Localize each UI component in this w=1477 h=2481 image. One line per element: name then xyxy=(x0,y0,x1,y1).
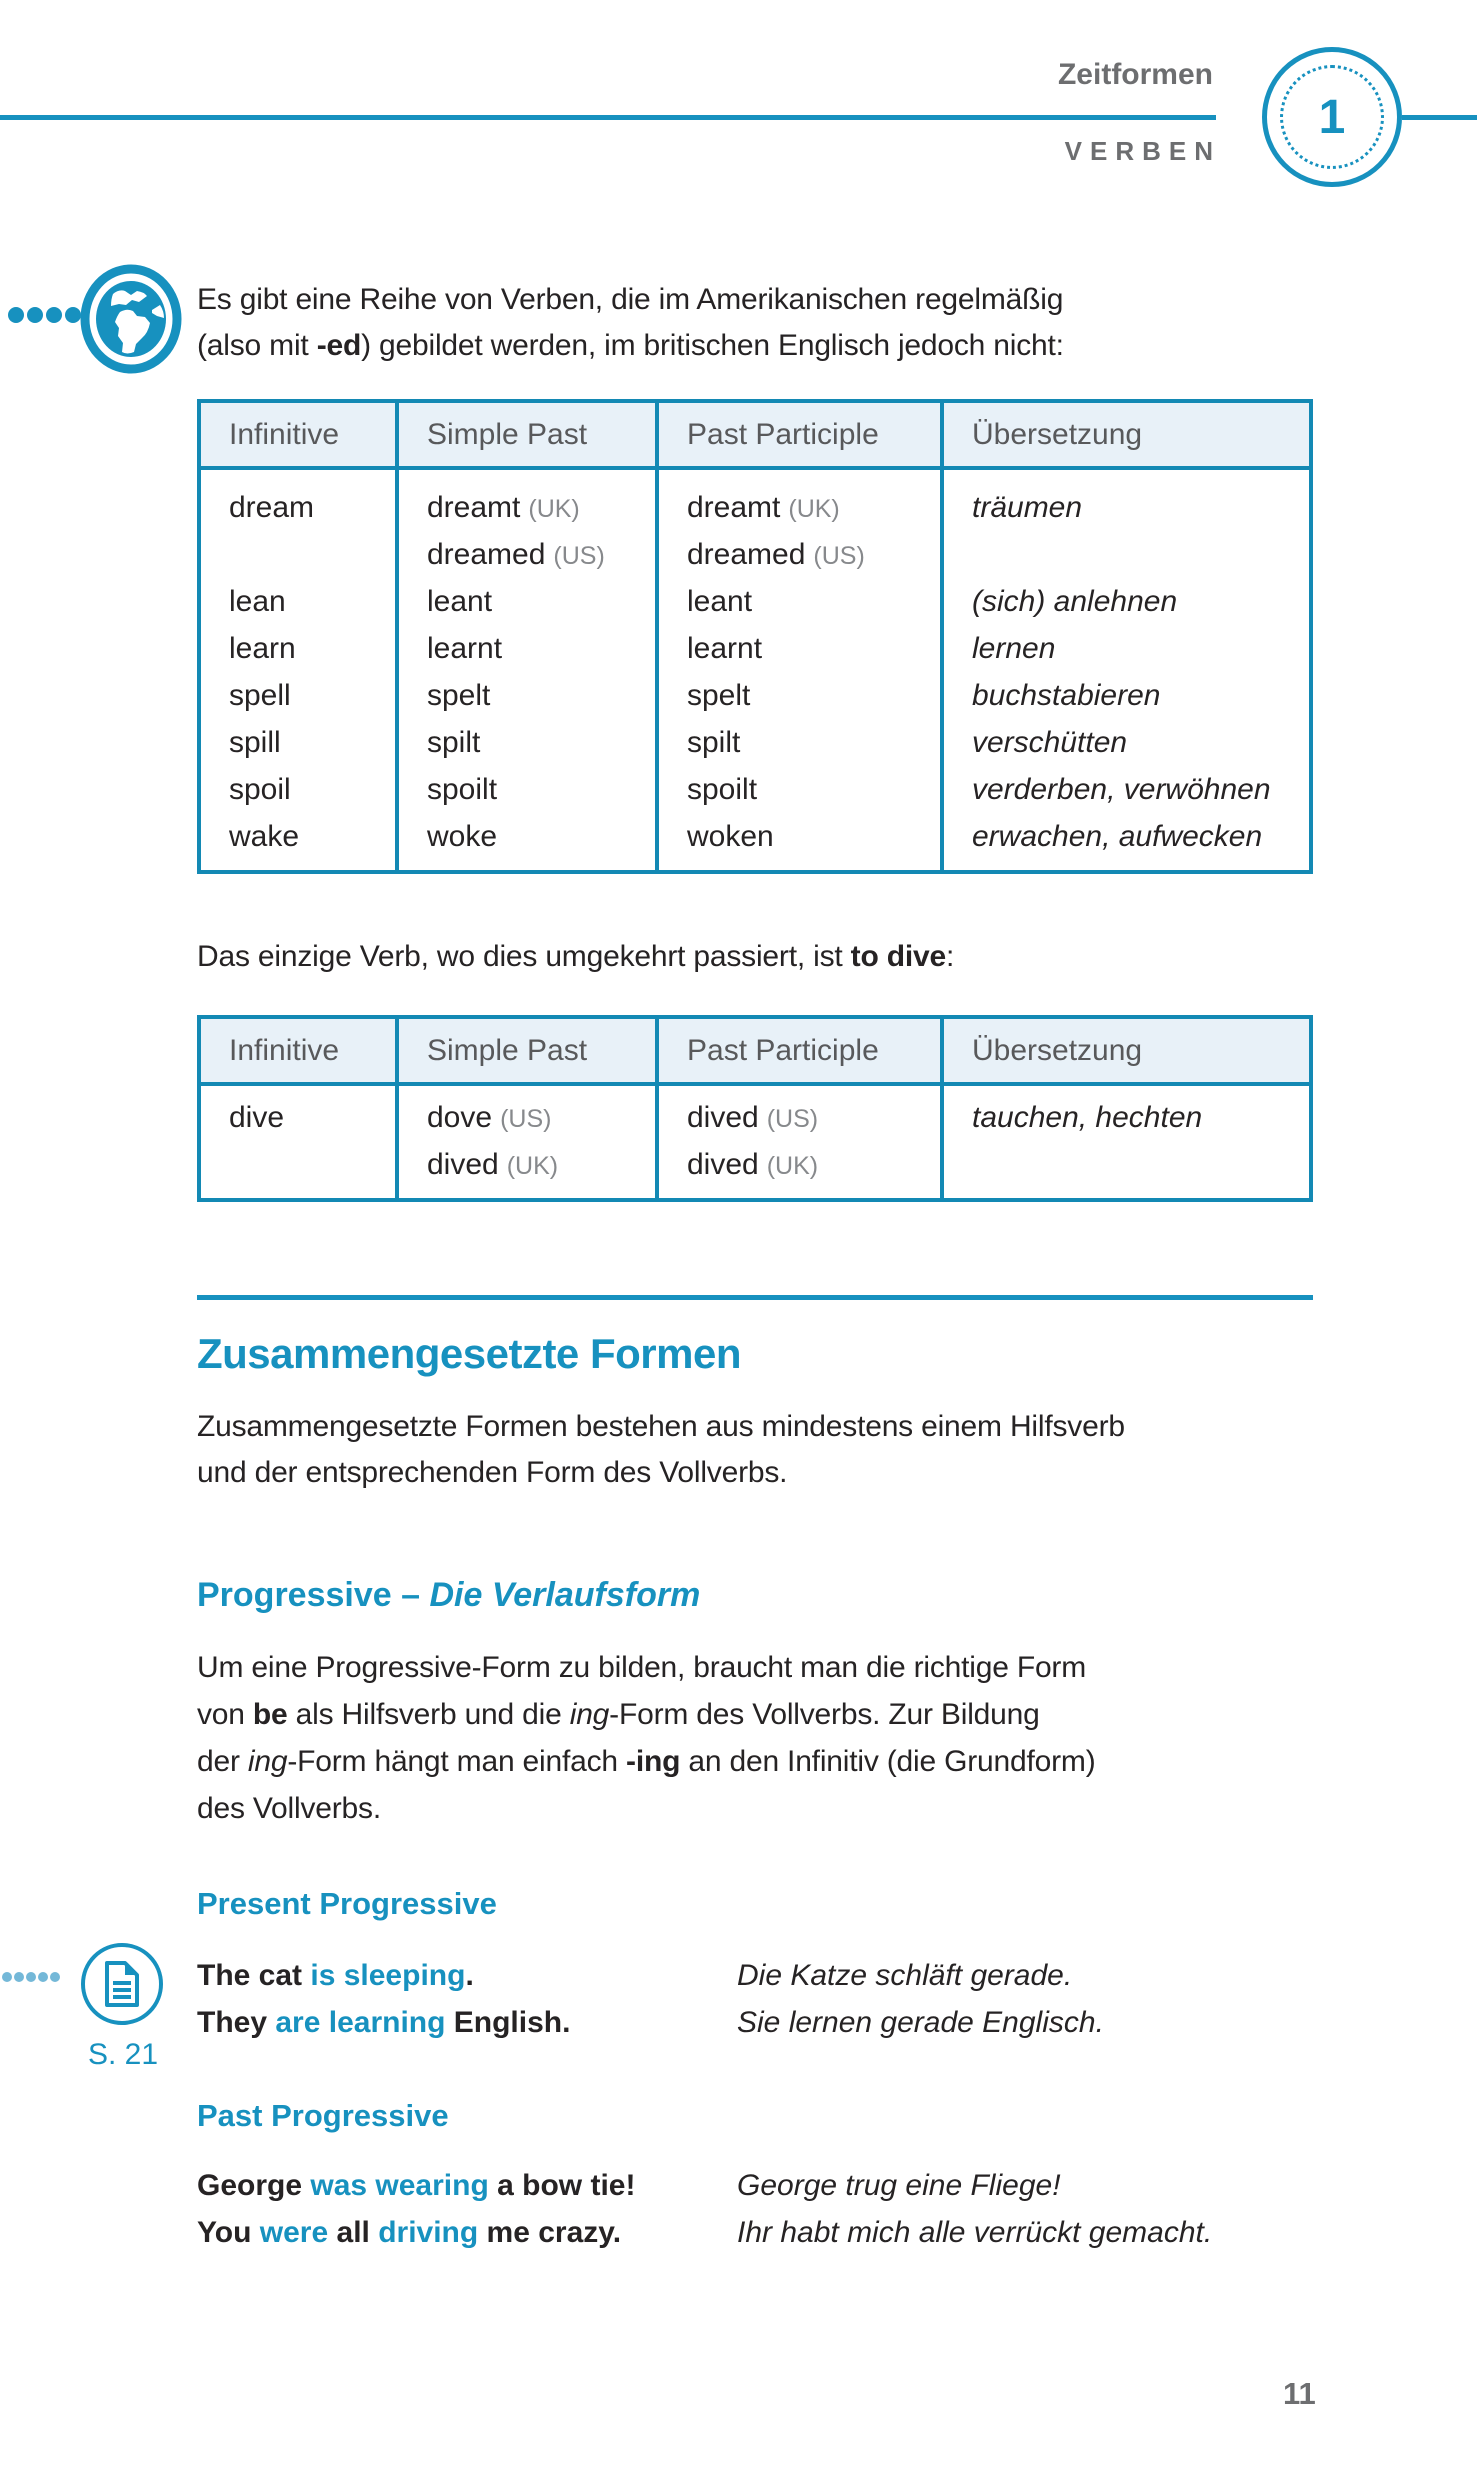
column-header: Simple Past xyxy=(427,417,588,451)
intro-paragraph xyxy=(197,277,1257,369)
text-segment: was wearing xyxy=(310,2169,489,2202)
verb-form: verschütten xyxy=(972,726,1128,759)
text-segment: were xyxy=(259,2216,329,2249)
table-cell xyxy=(399,672,659,719)
text-segment: Um eine Progressive-Form zu bilden, braucht man die richtige Form xyxy=(197,1651,1087,1684)
table-column-divider xyxy=(655,1019,659,1198)
example-line: Sie lernen gerade Englisch. xyxy=(737,2006,1104,2039)
verb-form: dived xyxy=(687,1148,759,1181)
verb-form: dived xyxy=(687,1101,759,1134)
text-segment: be xyxy=(252,1698,288,1731)
verb-form: spill xyxy=(229,726,281,759)
table-cell xyxy=(201,1094,399,1188)
verb-table-uk-us xyxy=(197,399,1313,874)
column-header: Past Participle xyxy=(687,417,879,451)
text-segment: des Vollverbs. xyxy=(197,1792,381,1825)
text-segment: der xyxy=(197,1745,248,1778)
example-line xyxy=(197,1952,570,1999)
table-cell xyxy=(201,672,399,719)
verb-form: spilt xyxy=(687,726,741,759)
column-header: Simple Past xyxy=(427,1033,588,1067)
table-row xyxy=(201,1094,1309,1188)
example-line xyxy=(197,2162,635,2209)
table-cell xyxy=(659,1094,944,1188)
verb-form: spoilt xyxy=(687,773,758,806)
text-segment: -Form des Vollverbs. Zur Bildung xyxy=(609,1698,1040,1731)
progressive-paragraph xyxy=(197,1644,1277,1832)
text-segment: They xyxy=(197,2006,276,2039)
table-cell xyxy=(201,625,399,672)
table-column-divider xyxy=(940,403,944,870)
text-segment: : xyxy=(945,940,955,973)
table-cell xyxy=(944,719,1309,766)
table-cell xyxy=(944,484,1309,578)
verb-form: leant xyxy=(427,585,493,618)
column-header: Übersetzung xyxy=(972,417,1143,451)
verb-form: dream xyxy=(229,491,315,524)
column-header: Infinitive xyxy=(229,417,340,451)
table-cell xyxy=(201,484,399,578)
table-cell xyxy=(399,719,659,766)
variant-tag: (US) xyxy=(766,1105,819,1133)
variant-tag: (UK) xyxy=(528,495,580,523)
table-cell xyxy=(201,766,399,813)
example-english-present xyxy=(197,1952,570,2046)
table-cell xyxy=(659,672,944,719)
example-line xyxy=(197,2209,635,2256)
text-segment: . xyxy=(465,1959,474,1992)
verb-form: erwachen, aufwecken xyxy=(972,820,1263,853)
table-cell xyxy=(201,719,399,766)
text-segment: Es gibt eine Reihe von Verben, die im Amerikanischen regelmäßig xyxy=(197,283,1064,316)
section-paragraph xyxy=(197,1404,1277,1496)
verb-form: tauchen, hechten xyxy=(972,1101,1203,1134)
table-cell xyxy=(944,672,1309,719)
table-cell xyxy=(944,813,1309,860)
text-segment: ing xyxy=(247,1745,288,1778)
text-segment: driving xyxy=(378,2216,479,2249)
verb-form: (sich) anlehnen xyxy=(972,585,1178,618)
table-body xyxy=(201,1086,1309,1194)
table-body xyxy=(201,470,1309,866)
dive-intro-line xyxy=(197,934,1257,980)
table-cell xyxy=(659,625,944,672)
variant-tag: (UK) xyxy=(766,1152,819,1180)
column-header: Übersetzung xyxy=(972,1033,1143,1067)
text-segment: ing xyxy=(569,1698,610,1731)
text-segment: -Form hängt man einfach xyxy=(287,1745,627,1778)
example-english-past xyxy=(197,2162,635,2256)
margin-dots-icon xyxy=(8,307,81,323)
section-label: VERBEN xyxy=(1064,136,1221,166)
text-segment: me crazy. xyxy=(478,2216,622,2249)
page-number: 11 xyxy=(1283,2376,1316,2411)
text-segment: is sleeping xyxy=(310,1959,466,1992)
table-cell xyxy=(659,719,944,766)
text-segment: Das einzige Verb, wo dies umgekehrt passiert, ist xyxy=(197,940,851,973)
table-column-divider xyxy=(395,403,399,870)
table-cell xyxy=(399,625,659,672)
verb-form: lean xyxy=(229,585,286,618)
text-segment: -ed xyxy=(316,329,362,362)
table-cell xyxy=(399,578,659,625)
text-segment: als Hilfsverb und die xyxy=(287,1698,570,1731)
table-header-row xyxy=(201,1019,1309,1086)
heading-present-progressive: Present Progressive xyxy=(197,1886,497,1921)
text-segment: (also mit xyxy=(197,329,317,362)
verb-form: wake xyxy=(229,820,300,853)
text-segment: all xyxy=(328,2216,379,2249)
text-segment: English. xyxy=(445,2006,571,2039)
text-segment: von xyxy=(197,1698,253,1731)
variant-tag: (UK) xyxy=(788,495,840,523)
variant-tag: (US) xyxy=(553,542,605,570)
verb-form: learn xyxy=(229,632,296,665)
verb-form: lernen xyxy=(972,632,1056,665)
verb-form: woken xyxy=(687,820,774,853)
example-german-past xyxy=(737,2162,1212,2256)
verb-form: buchstabieren xyxy=(972,679,1161,712)
table-cell xyxy=(659,578,944,625)
table-cell xyxy=(201,813,399,860)
verb-form: dreamed xyxy=(427,538,546,571)
table-cell xyxy=(399,813,659,860)
text-segment: ) gebildet werden, im britischen Englisch jedoch nicht: xyxy=(361,329,1064,362)
verb-form: spelt xyxy=(687,679,751,712)
column-header: Infinitive xyxy=(229,1033,340,1067)
example-line: Die Katze schläft gerade. xyxy=(737,1959,1073,1992)
text-segment: You xyxy=(197,2216,260,2249)
text-segment: -ing xyxy=(626,1745,681,1778)
globe-icon xyxy=(80,264,182,379)
text-segment: an den Infinitiv (die Grundform) xyxy=(680,1745,1096,1778)
table-row xyxy=(201,625,1309,672)
table-row xyxy=(201,719,1309,766)
text-segment: George xyxy=(197,2169,311,2202)
text-segment: Zusammengesetzte Formen bestehen aus mindestens einem Hilfsverb xyxy=(197,1410,1125,1443)
margin-dots-icon xyxy=(2,1972,60,1982)
subsection-title-progressive: Progressive – Die Verlaufsform xyxy=(197,1576,701,1614)
table-cell xyxy=(201,578,399,625)
table-column-divider xyxy=(655,403,659,870)
chapter-label: Zeitformen xyxy=(1057,58,1213,91)
text-segment: to dive xyxy=(850,940,946,973)
verb-form: spell xyxy=(229,679,291,712)
column-header: Past Participle xyxy=(687,1033,879,1067)
verb-form: dreamt xyxy=(427,491,521,524)
verb-form: dove xyxy=(427,1101,493,1134)
verb-form: spoil xyxy=(229,773,291,806)
variant-tag: (UK) xyxy=(506,1152,559,1180)
chapter-number: 1 xyxy=(1318,90,1346,144)
table-row xyxy=(201,766,1309,813)
table-cell xyxy=(944,766,1309,813)
table-row xyxy=(201,484,1309,578)
table-cell xyxy=(659,766,944,813)
verb-form: dreamed xyxy=(687,538,806,571)
example-line xyxy=(197,1999,570,2046)
table-cell xyxy=(399,484,659,578)
text-segment: a bow tie! xyxy=(488,2169,636,2202)
table-cell xyxy=(659,813,944,860)
header-rule-left xyxy=(0,115,1216,120)
verb-form: learnt xyxy=(427,632,503,665)
table-cell xyxy=(399,1094,659,1188)
verb-form: träumen xyxy=(972,491,1083,524)
table-row xyxy=(201,672,1309,719)
verb-form: spilt xyxy=(427,726,481,759)
verb-form: woke xyxy=(427,820,498,853)
table-column-divider xyxy=(395,1019,399,1198)
verb-form: leant xyxy=(687,585,753,618)
page-reference: S. 21 xyxy=(88,2038,159,2071)
text-segment: are learning xyxy=(275,2006,446,2039)
verb-form: verderben, verwöhnen xyxy=(972,773,1271,806)
text-segment: The cat xyxy=(197,1959,311,1992)
verb-form: learnt xyxy=(687,632,763,665)
table-header-row xyxy=(201,403,1309,470)
verb-form: spoilt xyxy=(427,773,498,806)
variant-tag: (US) xyxy=(813,542,865,570)
example-line: Ihr habt mich alle verrückt gemacht. xyxy=(737,2216,1213,2249)
section-divider-rule xyxy=(197,1295,1313,1300)
verb-form: dived xyxy=(427,1148,499,1181)
header-rule-right xyxy=(1402,115,1477,120)
table-row xyxy=(201,578,1309,625)
table-cell xyxy=(659,484,944,578)
text-segment: und der entsprechenden Form des Vollverbs. xyxy=(197,1456,788,1489)
table-cell xyxy=(944,625,1309,672)
verb-form: spelt xyxy=(427,679,491,712)
table-cell xyxy=(944,578,1309,625)
verb-form: dreamt xyxy=(687,491,781,524)
heading-past-progressive: Past Progressive xyxy=(197,2098,449,2133)
chapter-number-badge xyxy=(1262,47,1402,187)
section-title: Zusammengesetzte Formen xyxy=(197,1330,741,1377)
variant-tag: (US) xyxy=(500,1105,552,1133)
verb-table-dive xyxy=(197,1015,1313,1202)
example-german-present xyxy=(737,1952,1104,2046)
example-line: George trug eine Fliege! xyxy=(737,2169,1061,2202)
verb-form: dive xyxy=(229,1101,285,1134)
table-column-divider xyxy=(940,1019,944,1198)
table-cell xyxy=(944,1094,1309,1188)
document-icon xyxy=(79,1941,165,2032)
table-row xyxy=(201,813,1309,860)
table-cell xyxy=(399,766,659,813)
